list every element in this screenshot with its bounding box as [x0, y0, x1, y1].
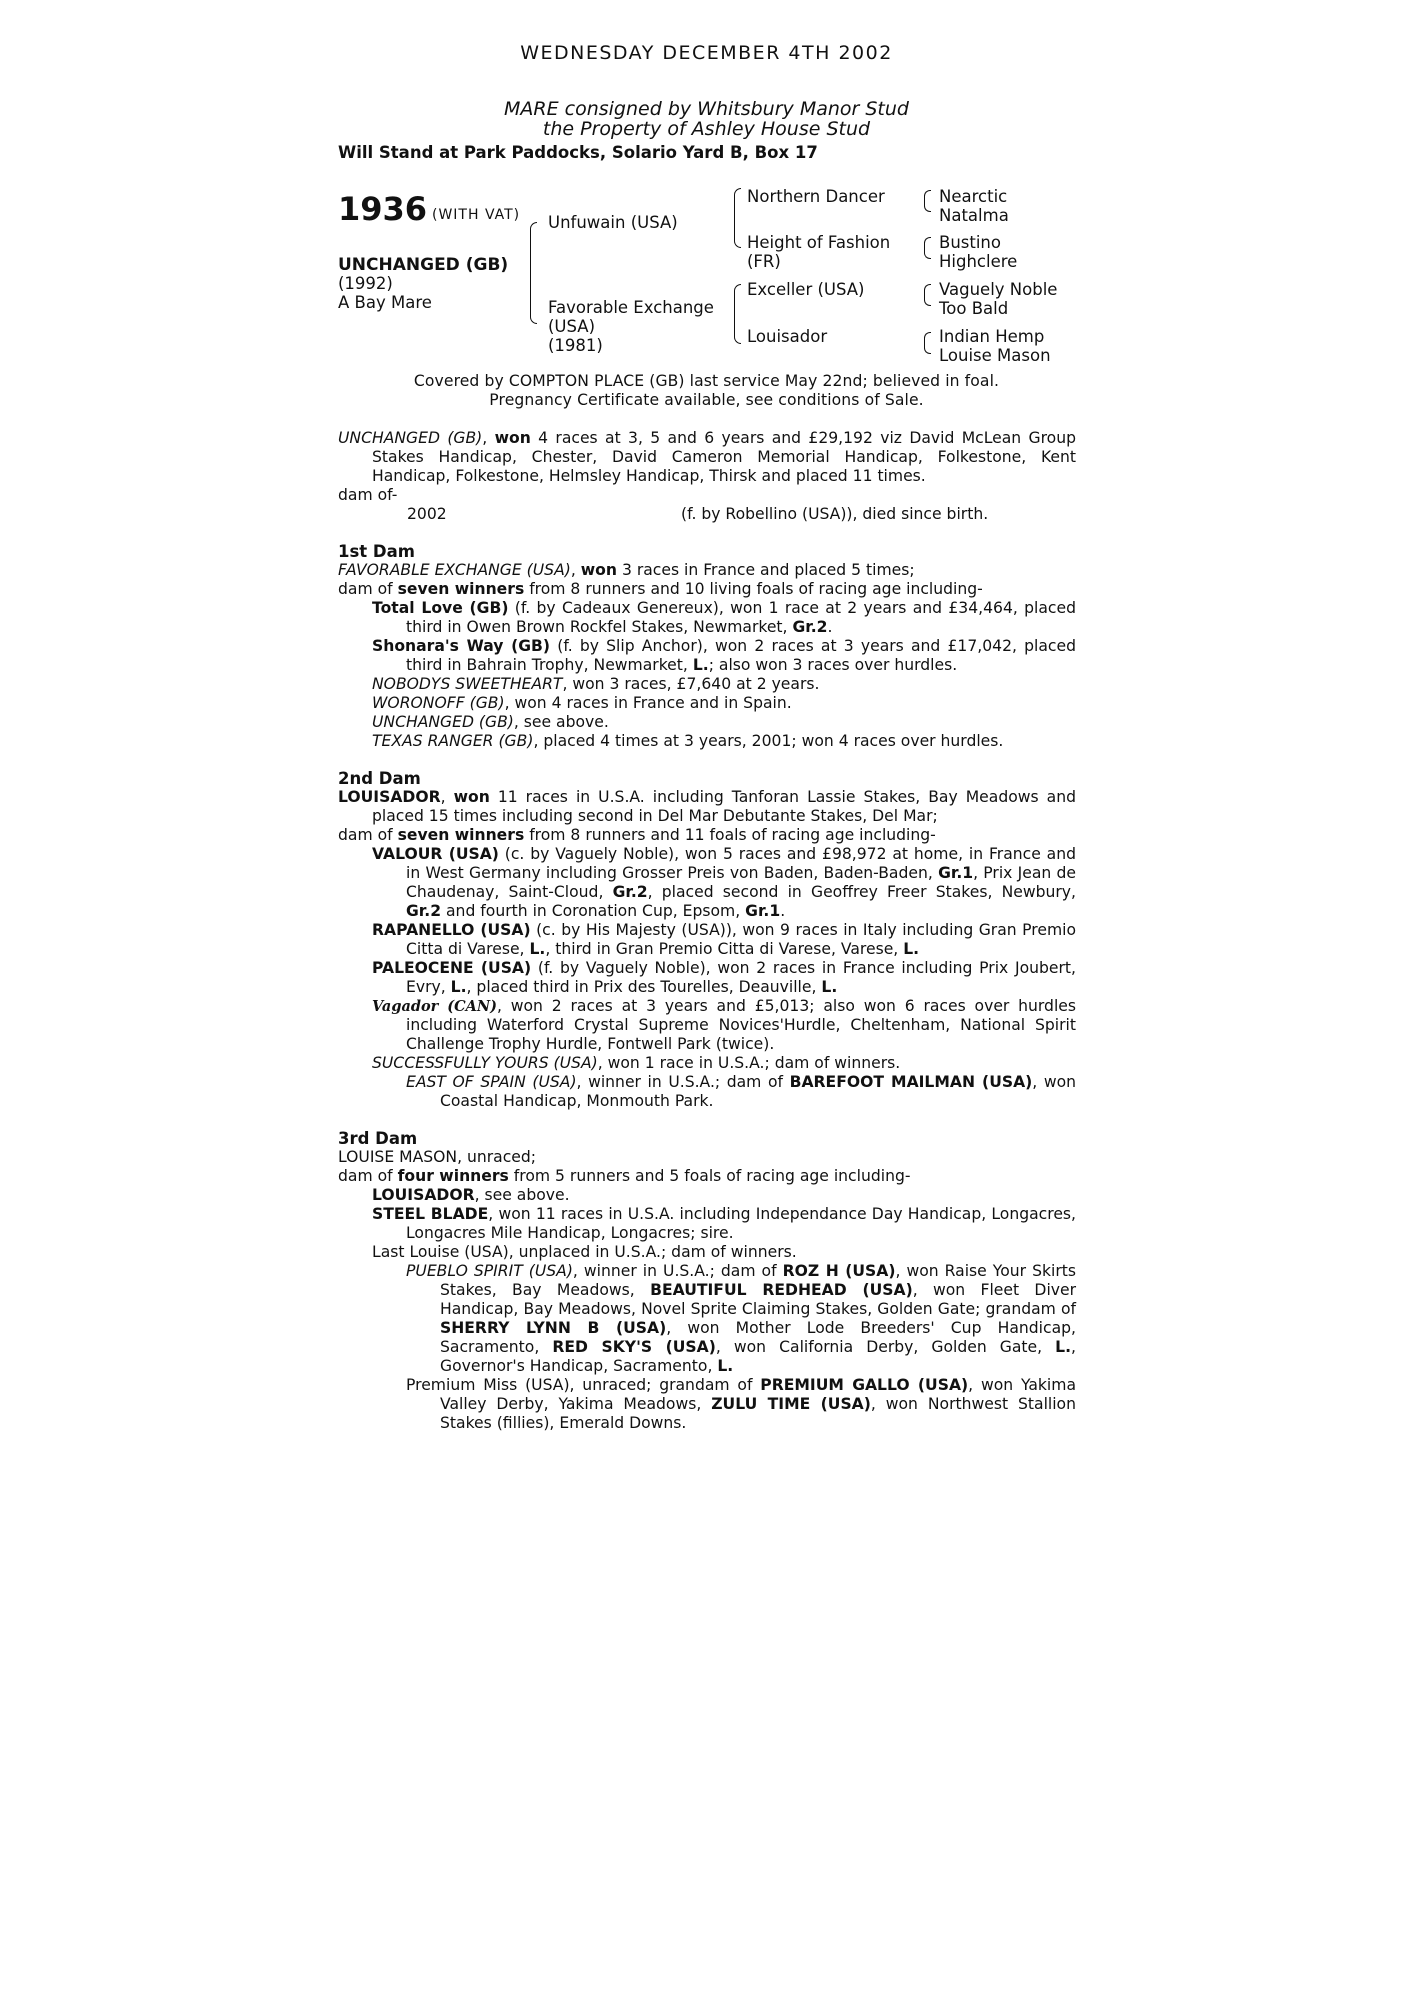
listed-label: L.: [1055, 1338, 1072, 1356]
grade-label: Gr.2: [612, 883, 648, 901]
record-text: , see above.: [513, 713, 609, 731]
record-text: 4 races at 3, 5 and 6 years and £29,192 viz David McLean Group Stakes Handicap, Chester, David Cameron Memorial Handicap, Folkestone, Kent Handicap, Folkestone, Helmsley Handicap, Thirsk and placed 11 times.: [372, 429, 1076, 485]
horse-ref: NOBODYS SWEETHEART: [372, 675, 563, 693]
third-dam-heading: 3rd Dam: [338, 1129, 418, 1148]
horse-ref: SUCCESSFULLY YOURS (USA): [372, 1054, 598, 1072]
horse-ref: PUEBLO SPIRIT (USA): [406, 1262, 573, 1280]
pedigree-sdd: Highclere: [939, 252, 1018, 271]
first-dam-produce-summary: [338, 580, 1076, 599]
pedigree-sss: Nearctic: [939, 187, 1008, 206]
pedigree-sd: Height of Fashion: [747, 233, 891, 252]
record-text: , see above.: [474, 1186, 570, 1204]
pregnancy-note: Pregnancy Certificate available, see conditions of Sale.: [489, 391, 924, 409]
winners-count: seven winners: [397, 826, 525, 844]
pedigree-ddd: Louise Mason: [939, 346, 1051, 365]
race-record: UNCHANGED (GB), won 4 races at 3, 5 and 6 years and £29,192 viz David McLean Group Stakes Handicap, Chester, David Cameron Memorial Handicap, Folkestone, Kent Handicap, Folkestone, Helmsley Handicap, Thirsk and placed 11 times.: [338, 429, 1076, 485]
grade-label: Gr.1: [745, 902, 781, 920]
record-text: , placed second in Geoffrey Freer Stakes, Newbury,: [647, 883, 1076, 901]
text-fragment: dam of: [338, 580, 398, 598]
won-label: won: [580, 561, 617, 579]
listed-label: L.: [692, 656, 709, 674]
produce-entry: Last Louise (USA), unplaced in U.S.A.; dam of winners.: [372, 1243, 797, 1261]
text-fragment: from 8 runners and 10 living foals of racing age including-: [524, 580, 983, 598]
pedigree-dds: Indian Hemp: [939, 327, 1045, 346]
horse-ref: PALEOCENE (USA): [372, 959, 532, 977]
horse-ref: LOUISADOR: [372, 1186, 475, 1204]
pedigree-dsd: Too Bald: [939, 299, 1009, 318]
text-fragment: from 5 runners and 5 foals of racing age including-: [508, 1167, 911, 1185]
record-text: (c. by His Majesty (USA)), won 9 races in Italy including Gran Premio Citta di Varese,: [406, 921, 1077, 958]
record-text: 11 races in U.S.A. including Tanforan Lassie Stakes, Bay Meadows and placed 15 times including second in Del Mar Debutante Stakes, Del Mar;: [372, 788, 1076, 825]
produce-entry: [338, 1262, 1076, 1376]
record-text: , won Coastal Handicap, Monmouth Park.: [440, 1073, 1076, 1110]
horse-ref: VALOUR (USA): [372, 845, 499, 863]
produce-entry: Total Love (GB) (f. by Cadeaux Genereux), won 1 race at 2 years and £34,464, placed third in Owen Brown Rockfel Stakes, Newmarket, Gr.2.: [372, 599, 1076, 636]
produce-entry: VALOUR (USA) (c. by Vaguely Noble), won 5 races and £98,972 at home, in France and in West Germany including Grosser Preis von Baden, Baden-Baden, Gr.1, Prix Jean de Chaudenay, Saint-Cloud, Gr.2, placed second in Geoffrey Freer Stakes, Newbury, Gr.2 and fourth in Coronation Cup, Epsom, Gr.1.: [372, 845, 1076, 920]
record-text: (f. by Slip Anchor), won 2 races at 3 years and £17,042, placed third in Bahrain Trophy, Newmarket,: [406, 637, 1076, 674]
third-dam-record: LOUISE MASON, unraced;: [338, 1148, 537, 1166]
horse-year: (1992): [338, 274, 393, 293]
record-text: , won 1 race in U.S.A.; dam of winners.: [597, 1054, 901, 1072]
pedigree-bracket-ss: [924, 190, 931, 212]
produce-text: (f. by Robellino (USA)), died since birth.: [681, 505, 989, 523]
record-text: , won 4 races in France and in Spain.: [504, 694, 792, 712]
record-text: , winner in U.S.A.; dam of: [572, 1262, 783, 1280]
horse-ref: SHERRY LYNN B (USA): [440, 1319, 667, 1337]
horse-ref: FAVORABLE EXCHANGE (USA): [338, 561, 571, 579]
pedigree-dam: Favorable Exchange: [548, 298, 714, 317]
listed-label: L.: [450, 978, 467, 996]
property-line: the Property of Ashley House Stud: [542, 118, 871, 140]
grade-label: Gr.2: [792, 618, 828, 636]
pedigree-sd-country: (FR): [747, 252, 781, 271]
winners-count: four winners: [397, 1167, 509, 1185]
horse-ref: ROZ H (USA): [782, 1262, 896, 1280]
dam-of-label: dam of-: [338, 486, 398, 504]
record-text: (f. by Cadeaux Genereux), won 1 race at 2 years and £34,464, placed third in Owen Brown Rockfel Stakes, Newmarket,: [406, 599, 1076, 636]
text-fragment: from 8 runners and 11 foals of racing age including-: [524, 826, 936, 844]
pedigree-sire: Unfuwain (USA): [548, 213, 678, 232]
produce-entry: [338, 637, 1076, 675]
winners-count: seven winners: [397, 580, 525, 598]
record-text: , third in Gran Premio Citta di Varese, Varese,: [545, 940, 904, 958]
pedigree-dss: Vaguely Noble: [939, 280, 1058, 299]
covered-note: Covered by COMPTON PLACE (GB) last service May 22nd; believed in foal.: [413, 372, 1000, 390]
produce-entry: [338, 1205, 1076, 1243]
horse-ref: BAREFOOT MAILMAN (USA): [789, 1073, 1033, 1091]
first-dam-record: FAVORABLE EXCHANGE (USA), won 3 races in France and placed 5 times;: [338, 561, 915, 579]
grade-label: Gr.1: [938, 864, 974, 882]
record-text: , won 11 races in U.S.A. including Independance Day Handicap, Longacres, Longacres Mile Handicap, Longacres; sire.: [406, 1205, 1076, 1242]
second-dam-heading: 2nd Dam: [338, 769, 421, 788]
second-dam-produce-summary: [338, 826, 1076, 845]
race-record-section: [338, 429, 1076, 1433]
text-fragment: dam of: [338, 826, 398, 844]
record-text: , won Raise Your Skirts Stakes, Bay Meadows,: [440, 1262, 1077, 1299]
produce-entry: [338, 959, 1076, 997]
produce-entry: [338, 921, 1076, 959]
pedigree-bracket-gen1: [530, 222, 537, 324]
produce-year: 2002: [407, 505, 447, 523]
won-label: won: [453, 788, 490, 806]
record-text: , won Fleet Diver Handicap, Bay Meadows, Novel Sprite Claiming Stakes, Golden Gate; grandam of: [440, 1281, 1077, 1318]
pedigree-bracket-dam: [734, 284, 741, 344]
consignor-line: MARE consigned by Whitsbury Manor Stud: [504, 98, 909, 120]
horse-ref: WORONOFF (GB): [372, 694, 505, 712]
pedigree-dam-year: (1981): [548, 336, 603, 355]
produce-row: [338, 505, 1076, 524]
horse-ref: STEEL BLADE: [372, 1205, 489, 1223]
pedigree-sds: Bustino: [939, 233, 1001, 252]
record-text: , Governor's Handicap, Sacramento,: [440, 1338, 1077, 1375]
horse-ref: PREMIUM GALLO (USA): [760, 1376, 969, 1394]
record-text: , won California Derby, Golden Gate,: [715, 1338, 1056, 1356]
stand-location: Will Stand at Park Paddocks, Solario Yard B, Box 17: [338, 143, 818, 162]
pedigree-ds: Exceller (USA): [747, 280, 865, 299]
record-text: ; also won 3 races over hurdles.: [708, 656, 958, 674]
produce-entry: [338, 675, 1076, 694]
pedigree-bracket-dd: [924, 332, 931, 354]
listed-label: L.: [821, 978, 838, 996]
record-text: Premium Miss (USA), unraced; grandam of: [406, 1376, 761, 1394]
pedigree-bracket-ds: [924, 284, 931, 306]
horse-ref: ZULU TIME (USA): [711, 1395, 871, 1413]
pedigree-dam-country: (USA): [548, 317, 596, 336]
record-text: (f. by Vaguely Noble), won 2 races in France including Prix Joubert, Evry,: [406, 959, 1077, 996]
horse-ref: Total Love (GB): [372, 599, 509, 617]
record-text: , won Yakima Valley Derby, Yakima Meadows,: [440, 1376, 1076, 1413]
record-text: 3 races in France and placed 5 times;: [617, 561, 915, 579]
pedigree-bracket-sire: [734, 188, 741, 248]
produce-entry: [338, 1054, 1076, 1073]
horse-ref: TEXAS RANGER (GB): [372, 732, 534, 750]
won-label: won: [494, 429, 531, 447]
pedigree-ss: Northern Dancer: [747, 187, 885, 206]
record-text: , won 2 races at 3 years and £5,013; also won 6 races over hurdles including Waterford Crystal Supreme Novices'Hurdle, Cheltenham, National Spirit Challenge Trophy Hurdle, Fontwell Park (twice).: [406, 997, 1076, 1053]
listed-label: L.: [717, 1357, 734, 1375]
horse-ref: RED SKY'S (USA): [552, 1338, 716, 1356]
vat-note: (WITH VAT): [432, 207, 521, 223]
text-fragment: dam of: [338, 1167, 398, 1185]
third-dam-produce-summary: [338, 1167, 1076, 1186]
horse-ref: UNCHANGED (GB): [372, 713, 514, 731]
grade-label: Gr.2: [406, 902, 442, 920]
horse-ref: BEAUTIFUL REDHEAD (USA): [650, 1281, 913, 1299]
record-text: , won Northwest Stallion Stakes (fillies), Emerald Downs.: [440, 1395, 1076, 1432]
listed-label: L.: [529, 940, 546, 958]
lot-number: 1936: [338, 190, 428, 228]
produce-entry: [338, 1376, 1076, 1433]
horse-ref: RAPANELLO (USA): [372, 921, 531, 939]
horse-description: A Bay Mare: [338, 293, 432, 312]
horse-ref: Shonara's Way (GB): [372, 637, 551, 655]
pedigree-ssd: Natalma: [939, 206, 1009, 225]
horse-name: UNCHANGED (GB): [338, 255, 509, 275]
produce-entry: [338, 713, 1076, 732]
horse-ref: UNCHANGED (GB): [338, 429, 483, 447]
produce-entry: [338, 1186, 1076, 1205]
record-text: , Prix Jean de Chaudenay, Saint-Cloud,: [406, 864, 1076, 901]
second-dam-record: LOUISADOR, won 11 races in U.S.A. including Tanforan Lassie Stakes, Bay Meadows and placed 15 times including second in Del Mar Debutante Stakes, Del Mar;: [338, 788, 1076, 825]
pedigree-dd: Louisador: [747, 327, 828, 346]
listed-label: L.: [903, 940, 920, 958]
pedigree-bracket-sd: [924, 237, 931, 259]
produce-entry: [338, 732, 1076, 751]
first-dam-heading: 1st Dam: [338, 542, 415, 561]
record-text: , won 3 races, £7,640 at 2 years.: [562, 675, 820, 693]
produce-entry: [338, 694, 1076, 713]
record-text: , placed third in Prix des Tourelles, Deauville,: [466, 978, 822, 996]
horse-ref: Vagador (CAN): [372, 998, 497, 1015]
record-text: , won Mother Lode Breeders' Cup Handicap, Sacramento,: [440, 1319, 1076, 1356]
record-text: , winner in U.S.A.; dam of: [576, 1073, 790, 1091]
horse-ref: EAST OF SPAIN (USA): [406, 1073, 577, 1091]
record-text: (c. by Vaguely Noble), won 5 races and £98,972 at home, in France and in West Germany including Grosser Preis von Baden, Baden-Baden,: [406, 845, 1076, 882]
produce-entry: [338, 1073, 1076, 1111]
produce-entry: [338, 997, 1076, 1054]
record-text: , placed 4 times at 3 years, 2001; won 4 races over hurdles.: [533, 732, 1004, 750]
horse-ref: LOUISADOR: [338, 788, 441, 806]
record-text: and fourth in Coronation Cup, Epsom,: [441, 902, 746, 920]
sale-date: WEDNESDAY DECEMBER 4TH 2002: [520, 42, 893, 64]
